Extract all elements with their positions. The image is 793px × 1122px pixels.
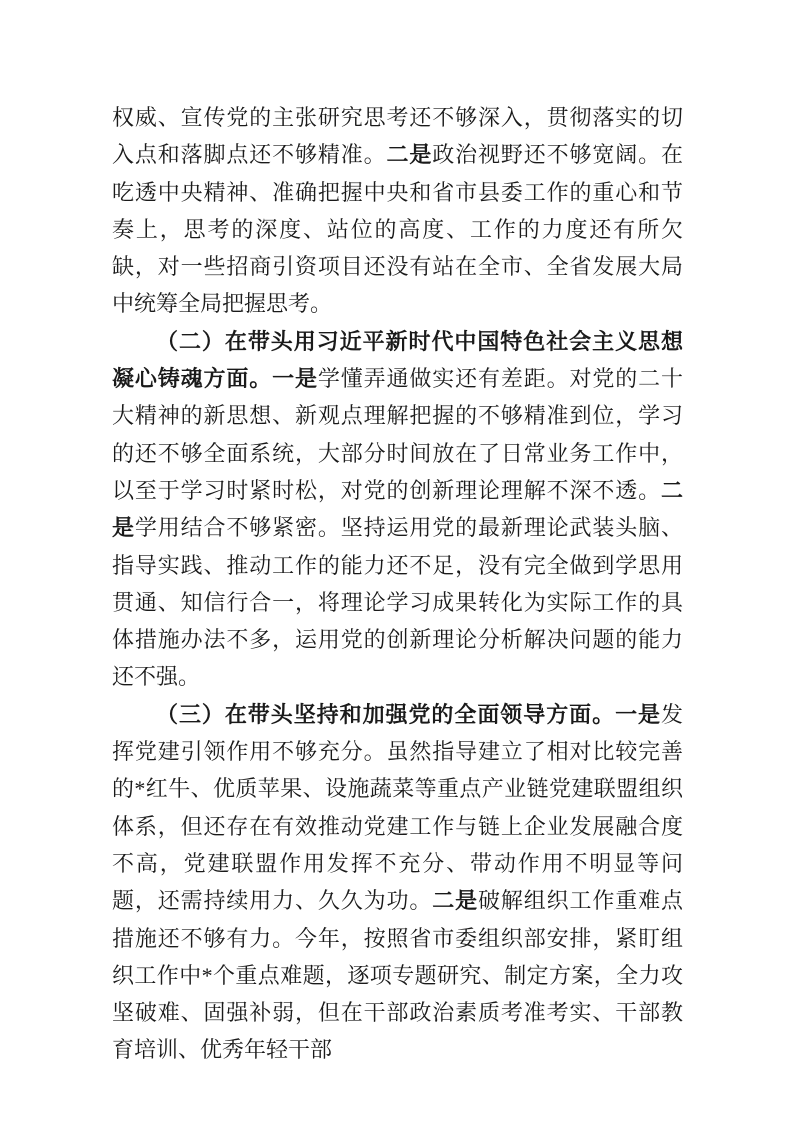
bold-text-run: 二是: [386, 142, 433, 168]
bold-text-run: 二是: [112, 477, 683, 541]
text-run: 学用结合不够紧密。坚持运用党的最新理论武装头脑、指导实践、推动工作的能力还不足，没有完全做到学思用贯通、知信行合一，将理论学习成果转化为实际工作的具体措施办法不多，运用党的创新理论分析解决问题的能力还不强。: [112, 515, 683, 690]
text-run: 政治视野还不够宽阔。在吃透中央精神、准确把握中央和省市县委工作的重心和节奏上，思考的深度、站位的高度、工作的力度还有所欠缺，对一些招商引资项目还没有站在全市、全省发展大局中统筹全局把握思考。: [112, 142, 683, 317]
text-run: 破解组织工作重难点措施还不够有力。今年，按照省市委组织部安排，紧盯组织工作中*个重点难题，逐项专题研究、制定方案，全力攻坚破难、固强补弱，但在干部政治素质考准考实、干部教育培训、优秀年轻干部: [112, 888, 683, 1063]
text-run: 学懂弄通做实还有差距。对党的二十大精神的新思想、新观点理解把握的不够精准到位，学习的还不够全面系统，大部分时间放在了日常业务工作中，以至于学习时紧时松，对党的创新理论理解不深不透。: [112, 366, 683, 503]
para-continuation: [112, 99, 683, 323]
para-section-3: [112, 696, 683, 1069]
para-section-2: [112, 323, 683, 696]
bold-text-run: 二是: [432, 888, 478, 914]
bold-text-run: 一是: [615, 701, 661, 727]
bold-text-run: （二）在带头用习近平新时代中国特色社会主义思想凝心铸魂方面。: [112, 328, 683, 392]
bold-text-run: 一是: [272, 366, 318, 392]
document-body: [112, 99, 683, 1069]
text-run: 发挥党建引领作用不够充分。虽然指导建立了相对比较完善的*红牛、优质苹果、设施蔬菜等重点产业链党建联盟组织体系，但还存在有效推动党建工作与链上企业发展融合度不高，党建联盟作用发挥不充分、带动作用不明显等问题，还需持续用力、久久为功。: [112, 701, 683, 914]
text-run: 权威、宣传党的主张研究思考还不够深入，贯彻落实的切入点和落脚点还不够精准。: [112, 105, 683, 168]
bold-text-run: （三）在带头坚持和加强党的全面领导方面。: [156, 701, 616, 727]
